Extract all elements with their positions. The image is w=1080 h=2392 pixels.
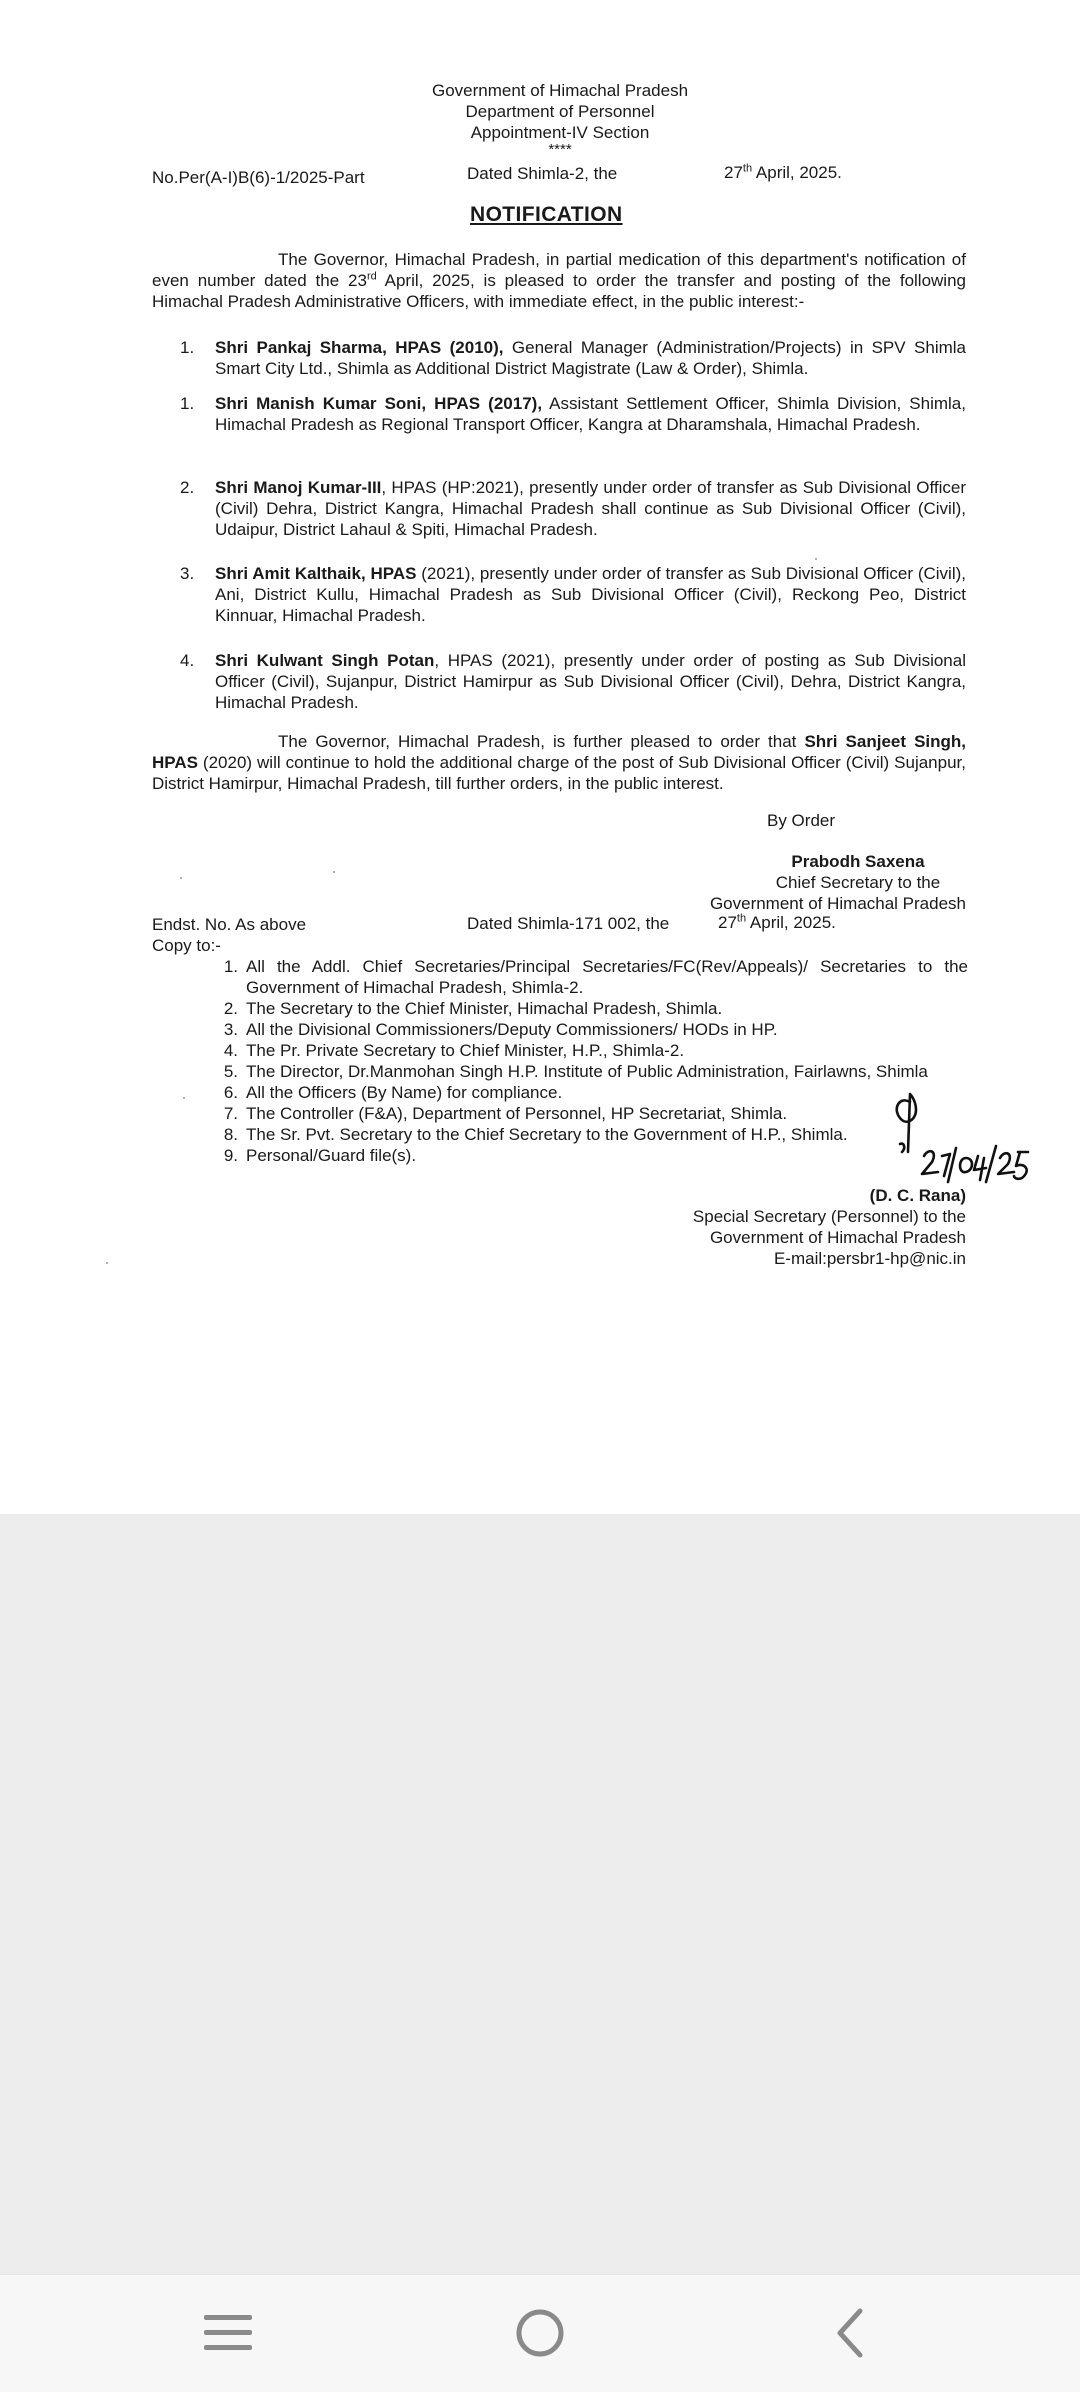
home-button[interactable]	[485, 2301, 595, 2365]
endorsement-date: 27th April, 2025.	[718, 912, 836, 932]
back-button[interactable]	[795, 2301, 905, 2365]
reference-date: 27th April, 2025.	[724, 162, 842, 182]
list-item: 6. All the Officers (By Name) for compliance.	[223, 1083, 563, 1102]
list-item: 4. The Pr. Private Secretary to Chief Minister, H.P., Shimla-2.	[223, 1041, 685, 1060]
order-item: 1. Shri Manish Kumar Soni, HPAS (2017), Assistant Settlement Officer, Shimla Division, Shimla, Himachal Pradesh as Regional Transport Officer, Kangra at Dharamshala, Himachal Pradesh.	[180, 394, 966, 434]
list-item: 8. The Sr. Pvt. Secretary to the Chief Secretary to the Government of H.P., Shimla.	[223, 1125, 848, 1144]
list-item: 9. Personal/Guard file(s).	[223, 1146, 417, 1165]
officer-name: Shri Kulwant Singh Potan	[215, 651, 435, 670]
system-navigation-bar	[0, 2274, 1080, 2392]
signatory-title: Special Secretary (Personnel) to the	[692, 1207, 966, 1226]
list-item: 1. All the Addl. Chief Secretaries/Principal Secretaries/FC(Rev/Appeals)/ Secretaries to the Government of Himachal Pradesh, Shimla-2.	[223, 957, 968, 997]
signatory-email: E-mail:persbr1-hp@nic.in	[773, 1249, 966, 1268]
officer-name: Shri Sanjeet Singh, HPAS	[152, 732, 967, 772]
handwritten-signature	[886, 1082, 1036, 1192]
order-number: 2.	[180, 478, 195, 497]
signatory-title: Chief Secretary to the	[775, 873, 941, 892]
back-chevron-icon	[828, 2305, 872, 2361]
order-item: 3. Shri Amit Kalthaik, HPAS (2021), presently under order of transfer as Sub Divisional Officer (Civil), Ani, District Kullu, Himachal Pradesh as Sub Divisional Officer (Civil), Reckong Peo, District Kinnuar, Himachal Pradesh.	[180, 564, 966, 625]
intro-paragraph: The Governor, Himachal Pradesh, in partial medication of this department's notification of even number dated the 23rd April, 2025, is pleased to order the transfer and posting of the following Himachal Pradesh Administrative Officers, with immediate effect, in the public interest:-	[152, 250, 966, 311]
list-item: 7. The Controller (F&A), Department of Personnel, HP Secretariat, Shimla.	[223, 1104, 788, 1123]
signatory-name: (D. C. Rana)	[869, 1186, 966, 1205]
reference-number: No.Per(A-I)B(6)-1/2025-Part	[152, 168, 365, 187]
endorsement-number: Endst. No. As above	[152, 915, 307, 934]
officer-name: Shri Manish Kumar Soni, HPAS (2017),	[215, 394, 543, 413]
signatory-government: Government of Himachal Pradesh	[709, 1228, 966, 1247]
order-item: 1. Shri Pankaj Sharma, HPAS (2010), General Manager (Administration/Projects) in SPV Shimla Smart City Ltd., Shimla as Additional District Magistrate (Law & Order), Shimla.	[180, 338, 966, 378]
header-section: Appointment-IV Section	[470, 123, 650, 142]
menu-icon	[200, 2311, 256, 2355]
order-number: 1.	[180, 338, 195, 357]
list-item: 3. All the Divisional Commissioners/Deputy Commissioners/ HODs in HP.	[223, 1020, 778, 1039]
header-government: Government of Himachal Pradesh	[431, 81, 689, 100]
header-stars: ****	[548, 141, 572, 158]
order-number: 1.	[180, 394, 195, 413]
copy-to-label: Copy to:-	[152, 936, 221, 955]
list-item: 2. The Secretary to the Chief Minister, Himachal Pradesh, Shimla.	[223, 999, 723, 1018]
signatory-block-chief-secretary	[690, 851, 966, 914]
signatory-government: Government of Himachal Pradesh	[709, 894, 966, 913]
letterhead	[380, 80, 740, 157]
officer-name: Shri Amit Kalthaik, HPAS	[215, 564, 417, 583]
order-item: 4. Shri Kulwant Singh Potan, HPAS (2021), presently under order of posting as Sub Divisional Officer (Civil), Sujanpur, District Hamirpur as Sub Divisional Officer (Civil), Dehra, District Kangra, Himachal Pradesh.	[180, 651, 966, 712]
notification-title: NOTIFICATION	[470, 203, 623, 226]
officer-name: Shri Manoj Kumar-III	[215, 478, 382, 497]
by-order-label: By Order	[767, 811, 836, 830]
endorsement-dated-label: Dated Shimla-171 002, the	[467, 914, 670, 933]
officer-name: Shri Pankaj Sharma, HPAS (2010),	[215, 338, 504, 357]
order-number: 3.	[180, 564, 195, 583]
order-item: 2. Shri Manoj Kumar-III, HPAS (HP:2021), presently under order of transfer as Sub Divisional Officer (Civil) Dehra, District Kangra, Himachal Pradesh shall continue as Sub Divisional Officer (Civil), Udaipur, District Lahaul & Spiti, Himachal Pradesh.	[180, 478, 966, 539]
signatory-block-special-secretary	[690, 1185, 966, 1269]
list-item: 5. The Director, Dr.Manmohan Singh H.P. Institute of Public Administration, Fairlawns, Shimla	[223, 1062, 928, 1081]
home-circle-icon	[512, 2305, 568, 2361]
closing-paragraph: The Governor, Himachal Pradesh, is further pleased to order that Shri Sanjeet Singh, HPAS (2020) will continue to hold the additional charge of the post of Sub Divisional Officer (Civil) Sujanpur, District Hamirpur, Himachal Pradesh, till further orders, in the public interest.	[152, 732, 967, 793]
signatory-name: Prabodh Saxena	[791, 852, 925, 871]
copy-list	[208, 956, 968, 1166]
header-department: Department of Personnel	[465, 102, 655, 121]
reference-dated-label: Dated Shimla-2, the	[467, 164, 618, 183]
order-number: 4.	[180, 651, 195, 670]
recent-apps-button[interactable]	[173, 2301, 283, 2365]
